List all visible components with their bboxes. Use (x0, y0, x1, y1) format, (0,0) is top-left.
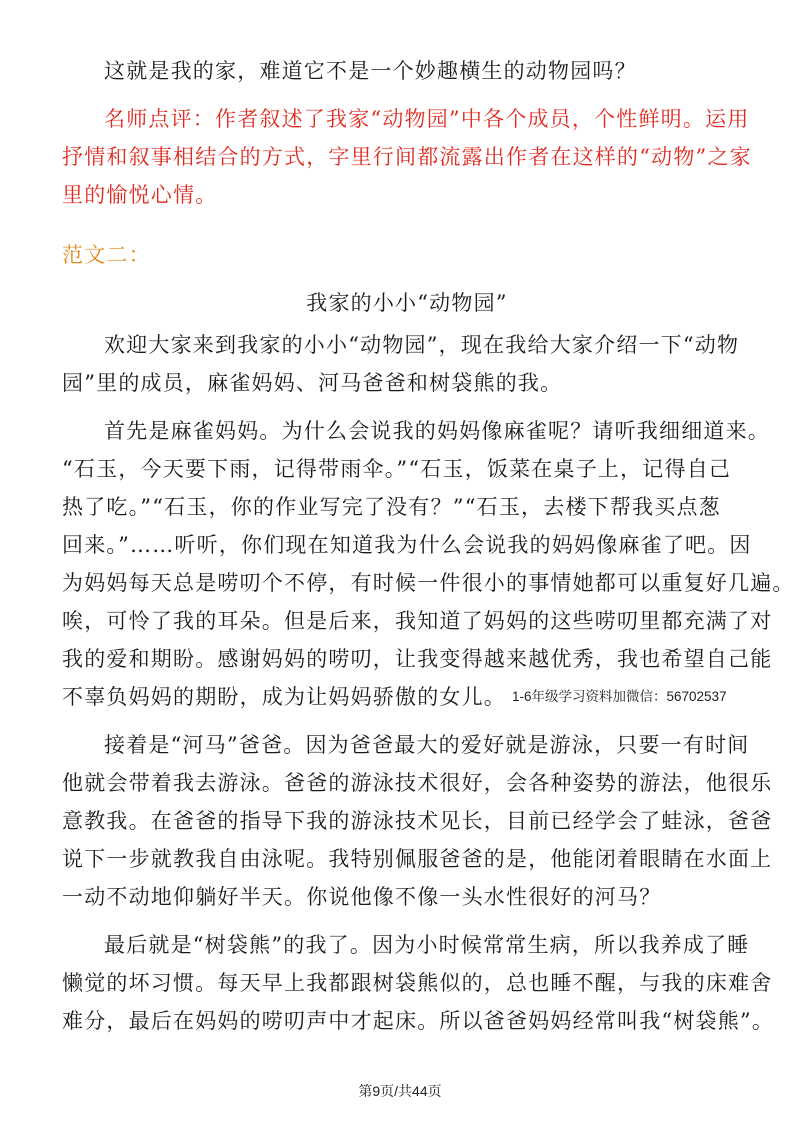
paragraph-line: 难分，最后在妈妈的唠叨声中才起床。所以爸爸妈妈经常叫我“树袋熊”。 (62, 1009, 775, 1033)
page-number: 第9页/共44页 (358, 1083, 442, 1099)
paragraph-line: 热了吃。”“石玉，你的作业写完了没有？”“石玉，去楼下帮我买点葱 (62, 495, 721, 519)
paragraph-line: 一动不动地仰躺好半天。你说他像不像一头水性很好的河马？ (62, 885, 662, 909)
paragraph-line: 最后就是“树袋熊”的我了。因为小时候常常生病，所以我养成了睡 (104, 933, 750, 957)
document-page (62, 52, 795, 1040)
paragraph-line: 懒觉的坏习惯。每天早上我都跟树袋熊似的，总也睡不醒，与我的床难舍 (62, 971, 773, 995)
paragraph-line: 接着是“河马”爸爸。因为爸爸最大的爱好就是游泳，只要一有时间 (104, 733, 750, 757)
paragraph-line: 我的爱和期盼。感谢妈妈的唠叨，让我变得越来越优秀，我也希望自己能 (62, 647, 773, 671)
section-label: 范文二： (62, 243, 151, 267)
teacher-review (62, 100, 752, 214)
paragraph-line: 园”里的成员，麻雀妈妈、河马爸爸和树袋熊的我。 (62, 371, 563, 395)
watermark-text: 1-6年级学习资料加微信：56702537 (512, 689, 727, 704)
review-line: 抒情和叙事相结合的方式，字里行间都流露出作者在这样的“动物”之家 (62, 145, 752, 169)
paragraph-line: 为妈妈每天总是唠叨个不停，有时候一件很小的事情她都可以重复好几遍。 (62, 571, 795, 595)
paragraph-line: 这就是我的家，难道它不是一个妙趣横生的动物园吗？ (104, 59, 637, 83)
paragraph-line: 回来。”……听听，你们现在知道我为什么会说我的妈妈像麻雀了吧。因 (62, 533, 752, 557)
paragraph-line: 意教我。在爸爸的指导下我的游泳技术见长，目前已经学会了蛙泳，爸爸 (62, 809, 773, 833)
paragraph-line: 唉，可怜了我的耳朵。但是后来，我知道了妈妈的这些唠叨里都充满了对 (62, 609, 773, 633)
paragraph-line: 他就会带着我去游泳。爸爸的游泳技术很好，会各种姿势的游法，他很乐 (62, 771, 773, 795)
paragraph-line: 首先是麻雀妈妈。为什么会说我的妈妈像麻雀呢？请听我细细道来。 (104, 419, 770, 443)
paragraph-line: 欢迎大家来到我家的小小“动物园”，现在我给大家介绍一下“动物 (104, 333, 740, 357)
paragraph-line (62, 678, 752, 716)
paragraph-line: “石玉，今天要下雨，记得带雨伞。”“石玉，饭菜在桌子上，记得自己 (62, 457, 732, 481)
paragraph-line: 说下一步就教我自由泳呢。我特别佩服爸爸的是，他能闭着眼睛在水面上 (62, 847, 773, 871)
essay-title: 我家的小小“动物园” (306, 291, 508, 315)
review-line: 名师点评：作者叙述了我家“动物园”中各个成员，个性鲜明。运用 (104, 107, 750, 131)
paragraph-text: 不辜负妈妈的期盼，成为让妈妈骄傲的女儿。 (62, 685, 506, 709)
review-line: 里的愉悦心情。 (62, 183, 218, 207)
